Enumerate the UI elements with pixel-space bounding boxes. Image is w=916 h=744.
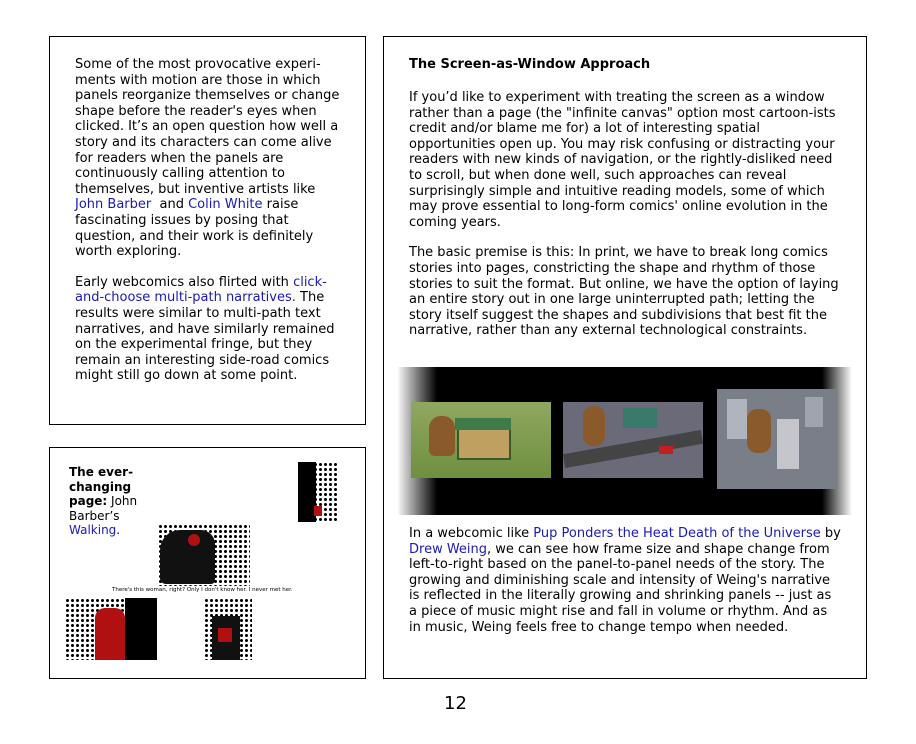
text-span: , we can see how frame size and shape change from left-to-right based on the panel-to-panel needs of the story. The growing and diminishing scale and intensity of Weing's narrative is reflected in the literally growing and shrinking panels -- just as a piece of music might rise and fall in volume or rhythm. And as in music, Weing feels free to change tempo when needed. <box>409 541 832 635</box>
walking-frame-middle <box>158 524 250 586</box>
walking-comic-text: There's this woman, right? Only I don't know her. I never met her. <box>112 587 293 593</box>
walking-frame-bottom-left <box>65 598 157 660</box>
walking-frame-top-right <box>298 462 338 522</box>
walking-example-panel <box>49 447 366 679</box>
paragraph-window: If you’d like to experiment with treating the screen as a window rather than a page (the "infinite canvas" option most cartoon-ists credit and/or blame me for) a lot of interesting spatial opportunities open up. You may risk confusing or distracting your readers with new kinds of navigation, or the rightly-disliked need to scroll, but when done well, such approaches can reveal surprisingly simple and intuitive reading models, some of which may prove essential to long-form comics' online evolution in the coming years. <box>409 90 836 230</box>
paragraph-premise: The basic premise is this: In print, we have to break long comics stories into pages, constricting the shape and rhythm of those stories to suit the format. But online, we have the option of laying an entire story out in one large uninterrupted path; letting the story itself suggest the shapes and subdivisions that best fit the narrative, rather than any external technological constraints. <box>409 245 839 339</box>
walking-frame-bottom-middle <box>204 598 252 660</box>
link-walking[interactable]: Walking <box>69 523 117 537</box>
caption-text: John Barber’s <box>69 494 138 523</box>
link-colin-white[interactable]: Colin White <box>188 197 263 213</box>
strip-frame-2 <box>563 402 703 478</box>
paragraph-motion <box>75 57 345 260</box>
caption-bold: The ever-changing page: <box>69 465 134 508</box>
paragraph-multipath <box>75 275 345 384</box>
text-span: Some of the most provocative experi-ments with motion are those in which panels reorganize themselves or change shape before the reader's eyes when clicked. It’s an open question how well a story and its characters can come alive for readers when the panels are continuously calling attention to themselves, but inventive artists like <box>75 57 340 197</box>
paragraph-weing <box>409 526 841 635</box>
section-heading: The Screen-as-Window Approach <box>409 57 651 72</box>
text-span: In a webcomic like <box>409 526 534 541</box>
screen-window-text <box>409 90 841 354</box>
strip-frame-1 <box>411 402 551 478</box>
text-panel-motion <box>49 36 366 425</box>
link-drew-weing[interactable]: Drew Weing <box>409 541 488 557</box>
text-span: Early webcomics also flirted with <box>75 274 294 290</box>
link-multipath-narratives[interactable]: click-and-choose multi-path narratives. <box>75 274 327 306</box>
page-number: 12 <box>444 693 467 714</box>
motion-text <box>75 57 345 399</box>
screen-as-window-panel <box>383 36 867 679</box>
link-john-barber[interactable]: John Barber <box>75 197 152 213</box>
text-span: by <box>820 526 841 541</box>
strip-frame-3 <box>717 389 837 489</box>
text-span: The results were similar to multi-path text narratives, and have similarly remained on the experimental fringe, but they remain an interesting side-road comics might still go down at some point. <box>75 290 335 384</box>
pup-ponders-text <box>409 526 841 650</box>
text-span: and <box>151 197 189 213</box>
walking-caption <box>69 465 149 538</box>
caption-end: . <box>116 523 121 537</box>
pup-ponders-strip-image <box>397 367 852 515</box>
text-span: raise fascinating issues by posing that question, and their work is definitely worth exploring. <box>75 197 314 260</box>
link-pup-ponders[interactable]: Pup Ponders the Heat Death of the Universe <box>533 526 821 541</box>
